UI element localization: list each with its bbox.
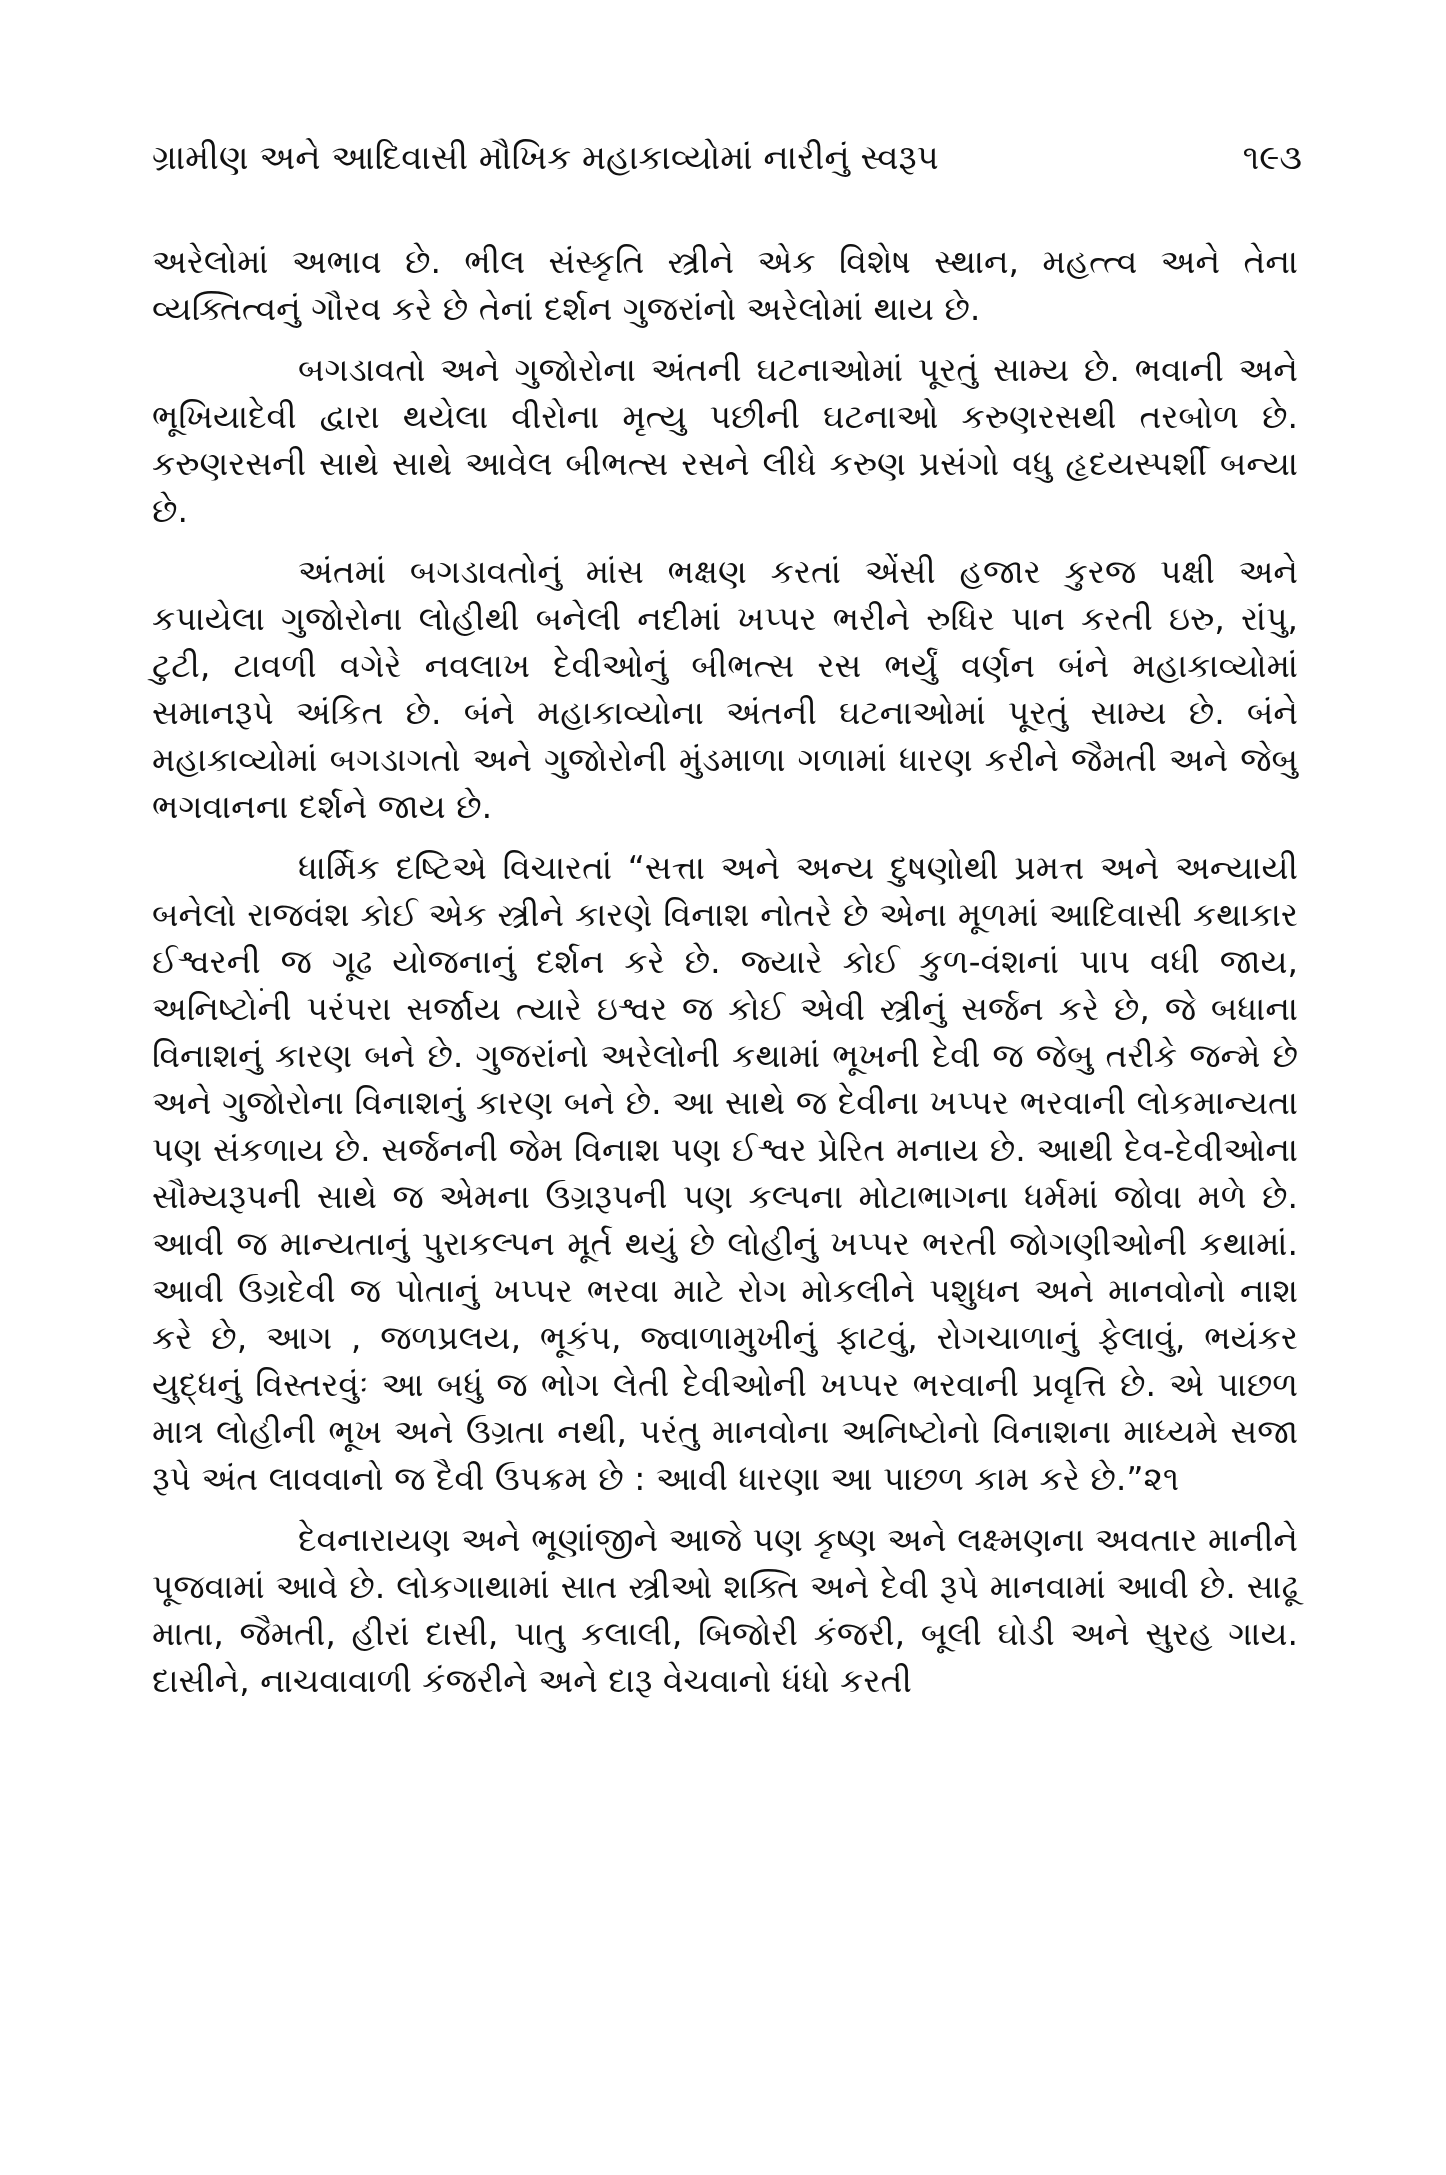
- paragraph-4-quotation: ધાર્મિક દષ્ટિએ વિચારતાં “સત્તા અને અન્ય દુષણોથી પ્રમત્ત અને અન્યાયી બનેલો રાજવંશ કોઈ એક સ્ત્રીને કારણે વિનાશ નોતરે છે એના મૂળમાં આદિવાસી કથાકાર ઈશ્વરની જ ગૂઢ યોજનાનું દર્શન કરે છે. જ્યારે કોઈ કુળ-વંશનાં પાપ વધી જાય, અનિષ્ટોની પરંપરા સર્જાય ત્યારે ઇશ્વર જ કોઈ એવી સ્ત્રીનું સર્જન કરે છે, જે બધાના વિનાશનું કારણ બને છે. ગુજરાંનો અરેલોની કથામાં ભૂખની દેવી જ જેબુ તરીકે જન્મે છે અને ગુજોરોના વિનાશનું કારણ બને છે. આ સાથે જ દેવીના ખપ્પર ભરવાની લોકમાન્યતા પણ સંકળાય છે. સર્જનની જેમ વિનાશ પણ ઈશ્વર પ્રેરિત મનાય છે. આથી દેવ-દેવીઓના સૌમ્યરૂપની સાથે જ એમના ઉગ્રરૂપની પણ કલ્પના મોટાભાગના ધર્મમાં જોવા મળે છે. આવી જ માન્યતાનું પુરાકલ્પન મૂર્ત થયું છે લોહીનું ખપ્પર ભરતી જોગણીઓની કથામાં. આવી ઉગ્રદેવી જ પોતાનું ખપ્પર ભરવા માટે રોગ મોકલીને પશુધન અને માનવોનો નાશ કરે છે, આગ , જળપ્રલય, ભૂકંપ, જ્વાળામુખીનું ફાટવું, રોગચાળાનું ફેલાવું, ભયંકર યુદ્ધનું વિસ્તરવુંઃ આ બધું જ ભોગ લેતી દેવીઓની ખપ્પર ભરવાની પ્રવૃત્તિ છે. એ પાછળ માત્ર લોહીની ભૂખ અને ઉગ્રતા નથી, પરંતુ માનવોના અનિષ્ટોનો વિનાશના માધ્યમે સજા રૂપે અંત લાવવાનો જ દૈવી ઉપક્રમ છે : આવી ધારણા આ પાછળ કામ કરે છે.”૨૧: [152, 848, 1298, 1498]
- running-header: [152, 128, 1302, 188]
- paragraph-3: અંતમાં બગડાવતોનું માંસ ભક્ષણ કરતાં એંસી હજાર કુરજ પક્ષી અને કપાયેલા ગુજોરોના લોહીથી બનેલી નદીમાં ખપ્પર ભરીને રુધિર પાન કરતી ઇરુ, રાંપુ, ટુટી, ટાવળી વગેરે નવલાખ દેવીઓનું બીભત્સ રસ ભર્યું વર્ણન બંને મહાકાવ્યોમાં સમાનરૂપે અંકિત છે. બંને મહાકાવ્યોના અંતની ઘટનાઓમાં પૂરતું સામ્ય છે. બંને મહાકાવ્યોમાં બગડાગતો અને ગુજોરોની મુંડમાળા ગળામાં ધારણ કરીને જૈમતી અને જેબુ ભગવાનના દર્શને જાય છે.: [152, 552, 1298, 826]
- paragraph-2: બગડાવતો અને ગુજોરોના અંતની ઘટનાઓમાં પૂરતું સામ્ય છે. ભવાની અને ભૂખિયાદેવી દ્વારા થયેલા વીરોના મૃત્યુ પછીની ઘટનાઓ કરુણરસથી તરબોળ છે. કરુણરસની સાથે સાથે આવેલ બીભત્સ રસને લીધે કરુણ પ્રસંગો વધુ હૃદયસ્પર્શી બન્યા છે.: [152, 350, 1298, 530]
- paragraph-1: અરેલોમાં અભાવ છે. ભીલ સંસ્કૃતિ સ્ત્રીને એક વિશેષ સ્થાન, મહત્ત્વ અને તેના વ્યક્તિત્વનું ગૌરવ કરે છે તેનાં દર્શન ગુજરાંનો અરેલોમાં થાય છે.: [152, 242, 1298, 328]
- page-number: ૧૯૩: [1242, 138, 1302, 178]
- paragraph-5: દેવનારાયણ અને ભૂણાંજીને આજે પણ કૃષ્ણ અને લક્ષ્મણના અવતાર માનીને પૂજવામાં આવે છે. લોકગાથામાં સાત સ્ત્રીઓ શક્તિ અને દેવી રૂપે માનવામાં આવી છે. સાઢૂ માતા, જૈમતી, હીરાં દાસી, પાતુ કલાલી, બિજોરી કંજરી, બૂલી ઘોડી અને સુરહ ગાય. દાસીને, નાચવાવાળી કંજરીને અને દારૂ વેચવાનો ધંધો કરતી: [152, 1520, 1298, 1700]
- body-text: [152, 238, 1298, 1704]
- running-title: ગ્રામીણ અને આદિવાસી મૌખિક મહાકાવ્યોમાં નારીનું સ્વરૂપ: [152, 138, 939, 178]
